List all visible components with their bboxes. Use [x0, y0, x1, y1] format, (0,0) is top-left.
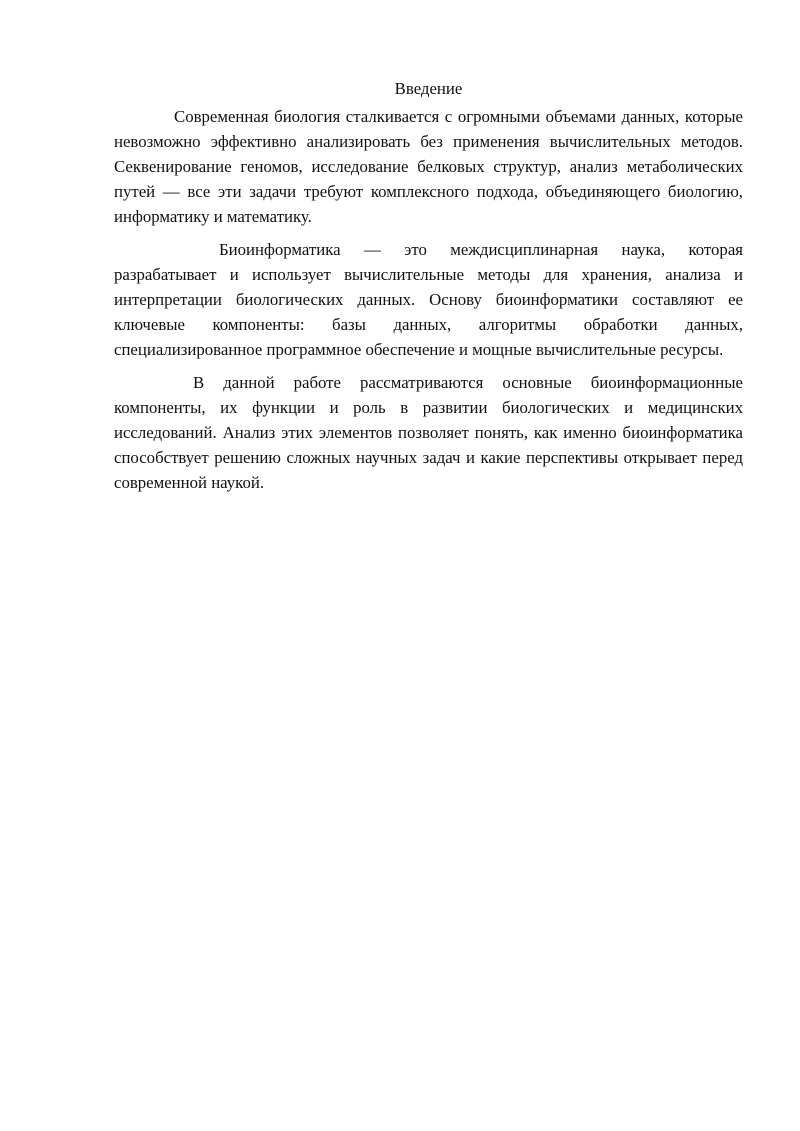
section-title: Введение — [394, 79, 463, 98]
paragraph-2: Биоинформатика — это междисциплинарная наука, которая разрабатывает и использует вычислительные методы для хранения, анализа и интерпретации биологических данных. Основу биоинформатики составляют ее ключевые компоненты: базы данных, алгоритмы обработки данных, специализированное программное обеспечение и мощные вычислительные ресурсы. — [114, 240, 743, 359]
paragraph-1: Современная биология сталкивается с огромными объемами данных, которые невозможно эффективно анализировать без применения вычислительных методов. Секвенирование геномов, исследование белковых структур, анализ метаболических путей — все эти задачи требуют комплексного подхода, объединяющего биологию, информатику и математику. — [114, 107, 743, 226]
paragraph-3: В данной работе рассматриваются основные биоинформационные компоненты, их функции и роль в развитии биологических и медицинских исследований. Анализ этих элементов позволяет понять, как именно биоинформатика способствует решению сложных научных задач и какие перспективы открывает перед современной наукой. — [114, 373, 743, 492]
document-body — [114, 76, 743, 503]
